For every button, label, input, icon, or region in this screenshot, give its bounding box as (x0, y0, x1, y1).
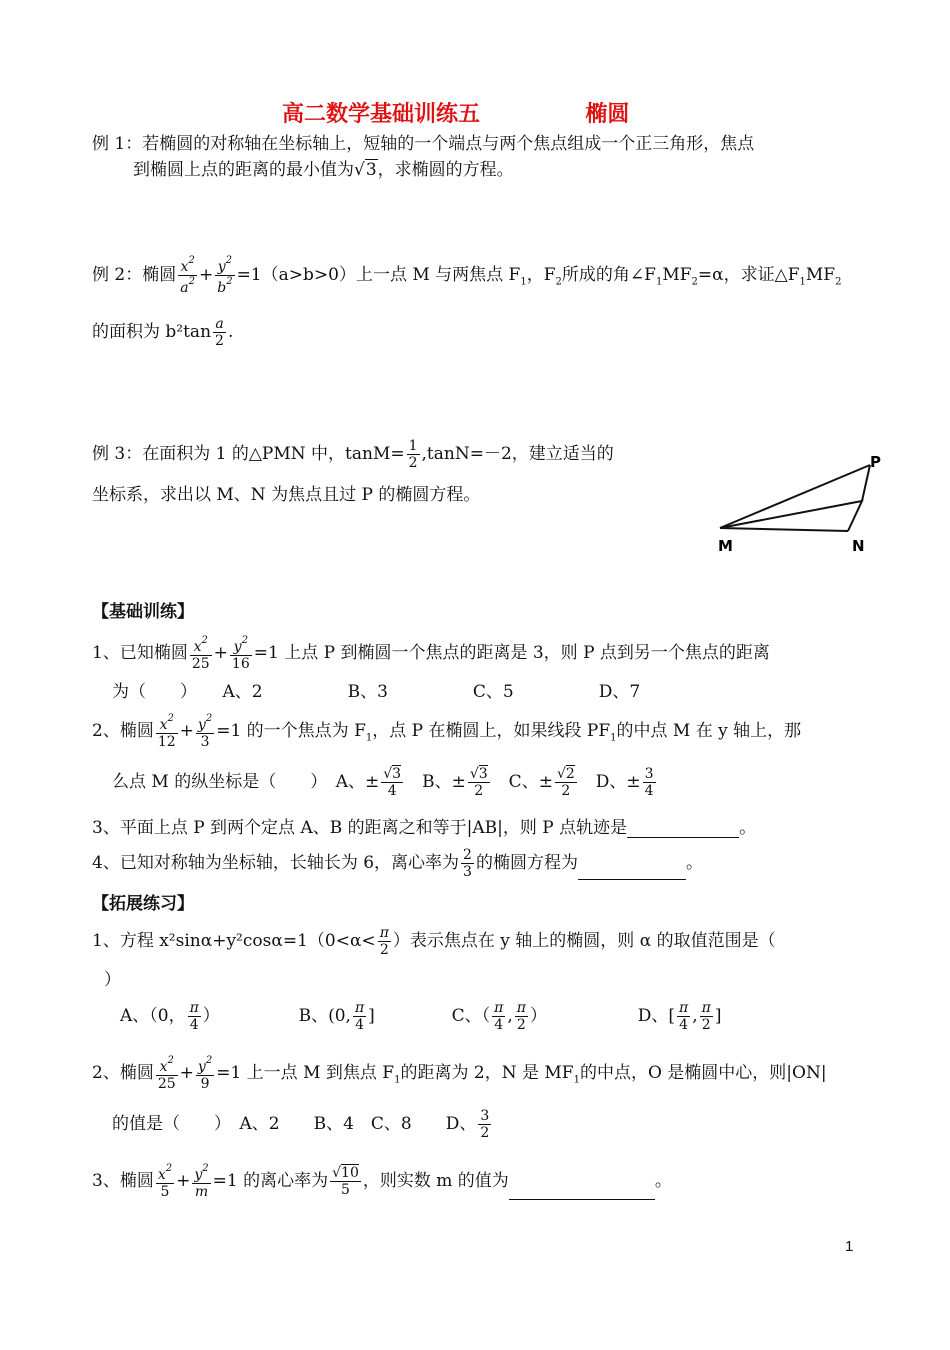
basic-q3: 3、平面上点 P 到两个定点 A、B 的距离之和等于|AB|，则 P 点轨迹是 。 (92, 818, 757, 838)
section-basic-heading: 【基础训练】 (92, 602, 194, 622)
ext-q1-line-2: ） (104, 970, 121, 990)
fraction-pi-over-2: $\frac{\pi}{2}$ (379, 925, 389, 959)
section-extension-heading: 【拓展练习】 (92, 894, 194, 914)
example-2-line-1: 例 2：椭圆 $\frac{x^2}{a^2}$ + $\frac{y^2}{b^2}$ =1（a>b>0）上一点 M 与两焦点 $F_1$，$F_2$所成的角$\angle F_1MF_2=\alpha$，求证$\triangle F_1MF_2$ (92, 255, 842, 297)
ext-q1-options: A、（0， $\frac{\pi}{4}$ ） B、(0, $\frac{\pi}{4}$ ] C、（ $\frac{\pi}{4}$ , $\frac{\pi}{2}$ ） D、[ $\frac{\pi}{4}$ , $\frac{\pi}{2}$ ] (120, 1000, 722, 1034)
answer-blank[interactable] (627, 821, 739, 838)
page-title (282, 101, 629, 127)
fraction-pi-over-4: $\frac{\pi}{4}$ (679, 1000, 689, 1034)
example-3-line-1: 例 3：在面积为 1 的△PMN 中，tanM= $\frac{1}{2}$ ,tanN=－2，建立适当的 (92, 438, 614, 472)
fraction-y2-16: $\frac{y^2}{16}$ (231, 635, 250, 673)
basic-q1-line-1: 1、已知椭圆 $\frac{x^2}{25}$ + $\frac{y^2}{16}$ =1 上点 P 到椭圆一个焦点的距离是 3，则 P 点到另一个焦点的距离 (92, 635, 770, 673)
sqrt-3: √3 (354, 160, 377, 180)
fraction-y2-m: $\frac{y^2}{m}$ (194, 1163, 209, 1201)
ext-q2-line-2: 的值是（ ） A、2 B、4 C、8 D、 $\frac{3}{2}$ (112, 1108, 490, 1142)
triangle-edge-mpn (720, 501, 862, 531)
fraction-3-over-4: $\frac{3}{4}$ (644, 766, 654, 800)
basic-q2-line-1: 2、椭圆 $\frac{x^2}{12}$ + $\frac{y^2}{3}$ =1 的一个焦点为 $F_1$，点 P 在椭圆上，如果线段 $PF_1$的中点 M 在 y 轴上，那 (92, 713, 802, 751)
fraction-x2-5: $\frac{x^2}{5}$ (157, 1163, 173, 1201)
fraction-a-over-2: $\frac{a}{2}$ (215, 316, 224, 350)
fraction-sqrt10-over-5: $\frac{√10}{5}$ (332, 1165, 359, 1199)
triangle-pmn-figure (710, 445, 900, 555)
example-3-line-2: 坐标系，求出以 M、N 为焦点且过 P 的椭圆方程。 (92, 485, 481, 505)
ext-q2-line-1: 2、椭圆 $\frac{x^2}{25}$ + $\frac{y^2}{9}$ =1 上一点 M 到焦点 $F_1$的距离为 2，N 是 $MF_1$的中点，O 是椭圆中心，则|ON| (92, 1055, 827, 1093)
fraction-sqrt3-over-4: $\frac{√3}{4}$ (383, 766, 402, 800)
ext-q3: 3、椭圆 $\frac{x^2}{5}$ + $\frac{y^2}{m}$ =1 的离心率为 $\frac{√10}{5}$ ，则实数 m 的值为 。 (92, 1163, 672, 1201)
triangle-edge-mn (720, 528, 848, 531)
fraction-x2-25: $\frac{x^2}{25}$ (157, 1055, 176, 1093)
label-n: N (852, 537, 865, 555)
title-main: 高二数学基础训练五 (282, 101, 481, 127)
fraction-y2-3: $\frac{y^2}{3}$ (197, 713, 213, 751)
fraction-x2-12: $\frac{x^2}{12}$ (157, 713, 176, 751)
fraction-pi-over-4: $\frac{\pi}{4}$ (354, 1000, 365, 1034)
basic-q4: 4、已知对称轴为坐标轴，长轴长为 6，离心率为 $\frac{2}{3}$ 的椭圆方程为 。 (92, 847, 703, 881)
fraction-pi-over-2: $\frac{\pi}{2}$ (516, 1000, 526, 1034)
fraction-sqrt2-over-2: $\frac{√2}{2}$ (556, 766, 575, 800)
page-number: 1 (845, 1238, 854, 1255)
fraction-y2-b2: $\frac{y^2}{b^2}$ (217, 255, 233, 297)
fraction-y2-9: $\frac{y^2}{9}$ (197, 1055, 213, 1093)
triangle-edge-np (862, 465, 870, 501)
ext-q1-line-1: 1、方程 x²sinα+y²cosα=1（0<α< $\frac{\pi}{2}$ ）表示焦点在 y 轴上的椭圆，则 α 的取值范围是（ (92, 925, 776, 959)
label-m: M (718, 537, 733, 555)
example-1-line-2: 到椭圆上点的距离的最小值为√3，求椭圆的方程。 (133, 160, 514, 180)
fraction-sqrt3-over-2: $\frac{√3}{2}$ (469, 766, 488, 800)
fraction-pi-over-2: $\frac{\pi}{2}$ (701, 1000, 711, 1034)
basic-q1-line-2: 为（ ） A、2 B、3 C、5 D、7 (112, 682, 641, 702)
fraction-pi-over-4: $\frac{\pi}{4}$ (494, 1000, 504, 1034)
example-1-line-1: 例 1：若椭圆的对称轴在坐标轴上，短轴的一个端点与两个焦点组成一个正三角形，焦点 (92, 134, 755, 154)
example-2-line-2: 的面积为 b²tan $\frac{a}{2}$ . (92, 316, 234, 350)
fraction-x2-a2: $\frac{x^2}{a^2}$ (180, 255, 195, 297)
fraction-3-over-2: $\frac{3}{2}$ (480, 1108, 490, 1142)
fraction-2-over-3: $\frac{2}{3}$ (463, 847, 472, 881)
triangle-edge-mp (720, 465, 870, 528)
fraction-x2-25: $\frac{x^2}{25}$ (191, 635, 210, 673)
fraction-1-over-2: $\frac{1}{2}$ (408, 438, 418, 472)
answer-blank[interactable] (578, 863, 686, 880)
fraction-pi-over-4: $\frac{\pi}{4}$ (189, 1000, 199, 1034)
answer-blank[interactable] (509, 1183, 655, 1200)
basic-q2-line-2: 么点 M 的纵坐标是（ ） A、± $\frac{√3}{4}$ B、± $\frac{√3}{2}$ C、± $\frac{√2}{2}$ D、± $\frac{3}{4}$ (112, 766, 654, 800)
title-topic: 椭圆 (585, 101, 630, 127)
label-p: P (870, 453, 881, 471)
